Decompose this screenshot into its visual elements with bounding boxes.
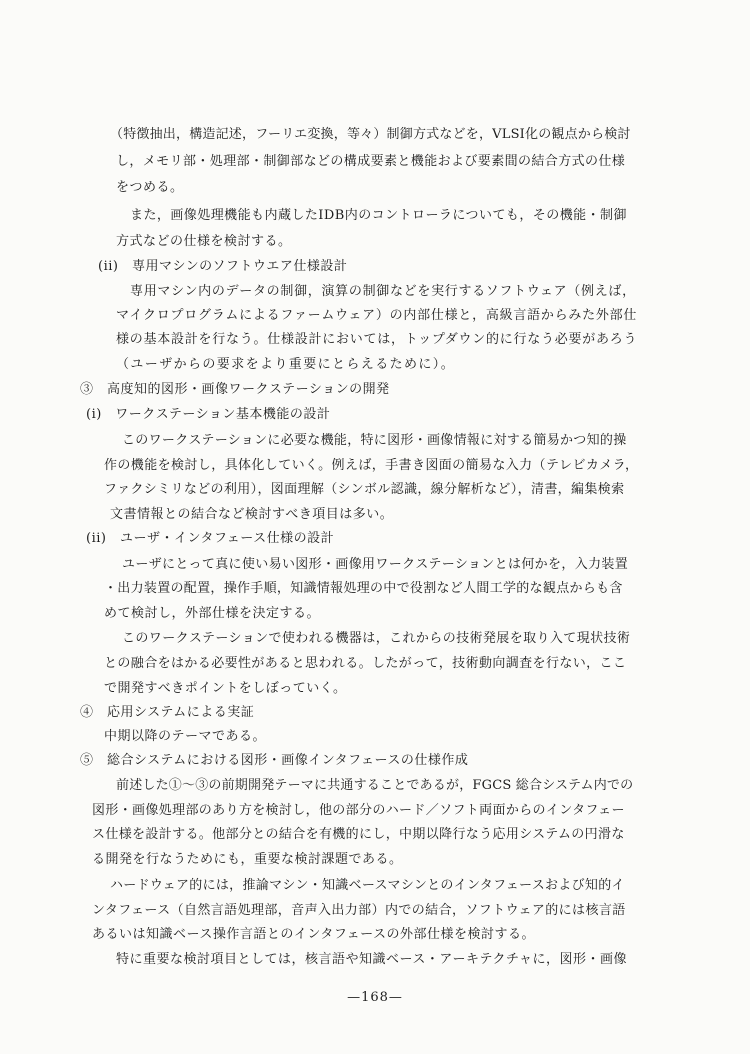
- text-line: で開発すべきポイントをしぼっていく。: [104, 681, 347, 696]
- text-line: との融合をはかる必要性があると思われる。したがって，技術動向調査を行ない，ここ: [104, 656, 627, 671]
- text-line: （特徴抽出，構造記述，フーリエ変換，等々）制御方式などを，VLSI化の観点から検討: [110, 127, 631, 142]
- text-line: 専用マシン内のデータの制御，演算の制御などを実行するソフトウェア（例えば，: [130, 284, 636, 299]
- text-line: このワークステーションで使われる機器は，これからの技術発展を取り入て現状技術: [122, 631, 631, 646]
- text-line: 中期以降のテーマである。: [104, 729, 267, 744]
- section-heading-ii: (ii) 専用マシンのソフトウエア仕様設計: [98, 259, 348, 274]
- section-heading-5: ⑤ 総合システムにおける図形・画像インタフェースの仕様作成: [80, 753, 469, 768]
- text-line: し，メモリ部・処理部・制御部などの構成要素と機能および要素間の結合方式の仕様: [116, 154, 626, 169]
- text-line: めて検討し，外部仕様を決定する。: [104, 606, 321, 621]
- text-line: をつめる。: [116, 180, 184, 195]
- text-line: る開発を行なうためにも，重要な検討課題である。: [92, 852, 403, 867]
- text-line: ファクシミリなどの利用），図面理解（シンボル認識，線分解析など），清書，編集検索: [104, 482, 625, 497]
- text-line: ス仕様を設計する。他部分との結合を有機的にし，中期以降行なう応用システムの円滑な: [92, 827, 625, 842]
- text-line: 図形・画像処理部のあり方を検討し，他の部分のハード／ソフト両面からのインタフェー: [92, 803, 625, 818]
- text-line: ・出力装置の配置，操作手順，知識情報処理の中で役割など人間工学的な観点からも含: [104, 581, 623, 596]
- text-line: また，画像処理機能も内蔵したIDB内のコントローラについても，その機能・制御: [130, 208, 627, 223]
- section-heading-ii: (ii) ユーザ・インタフェース仕様の設計: [86, 531, 335, 546]
- text-line: 文書情報との結合など検討すべき項目は多い。: [110, 507, 394, 522]
- text-line: 前述した①〜③の前期開発テーマに共通することであるが，FGCS 総合システム内での: [116, 778, 634, 793]
- text-line: マイクロプログラムによるファームウェア）の内部仕様と，高級言語からみた外部仕: [116, 308, 638, 323]
- text-line: 様の基本設計を行なう。仕様設計においては，トップダウン的に行なう必要があろう: [116, 332, 638, 347]
- text-line: このワークステーションに必要な機能，特に図形・画像情報に対する簡易かつ知的操: [122, 433, 627, 448]
- section-heading-3: ③ 高度知的図形・画像ワークステーションの開発: [80, 382, 390, 397]
- page-number: —168—: [347, 990, 403, 1005]
- section-heading-i: (i) ワークステーション基本機能の設計: [86, 407, 331, 422]
- text-line: ハードウェア的には，推論マシン・知識ベースマシンとのインタフェースおよび知的イ: [110, 878, 625, 893]
- text-line: 作の機能を検討し，具体化していく。例えば，手書き図面の簡易な入力（テレビカメラ，: [104, 458, 639, 473]
- section-heading-4: ④ 応用システムによる実証: [80, 705, 255, 720]
- text-line: あるいは知識ベース操作言語とのインタフェースの外部仕様を検討する。: [92, 927, 536, 942]
- text-line: ユーザにとって真に使い易い図形・画像用ワークステーションとは何かを，入力装置: [122, 557, 629, 572]
- text-line: 方式などの仕様を検討する。: [116, 234, 292, 249]
- text-line: （ユーザからの要求をより重要にとらえるために）。: [116, 357, 456, 372]
- text-line: ンタフェース（自然言語処理部，音声入出力部）内での結合，ソフトウェア的には核言語: [92, 903, 626, 918]
- text-line: 特に重要な検討項目としては，核言語や知識ベース・アーキテクチャに，図形・画像: [116, 952, 628, 967]
